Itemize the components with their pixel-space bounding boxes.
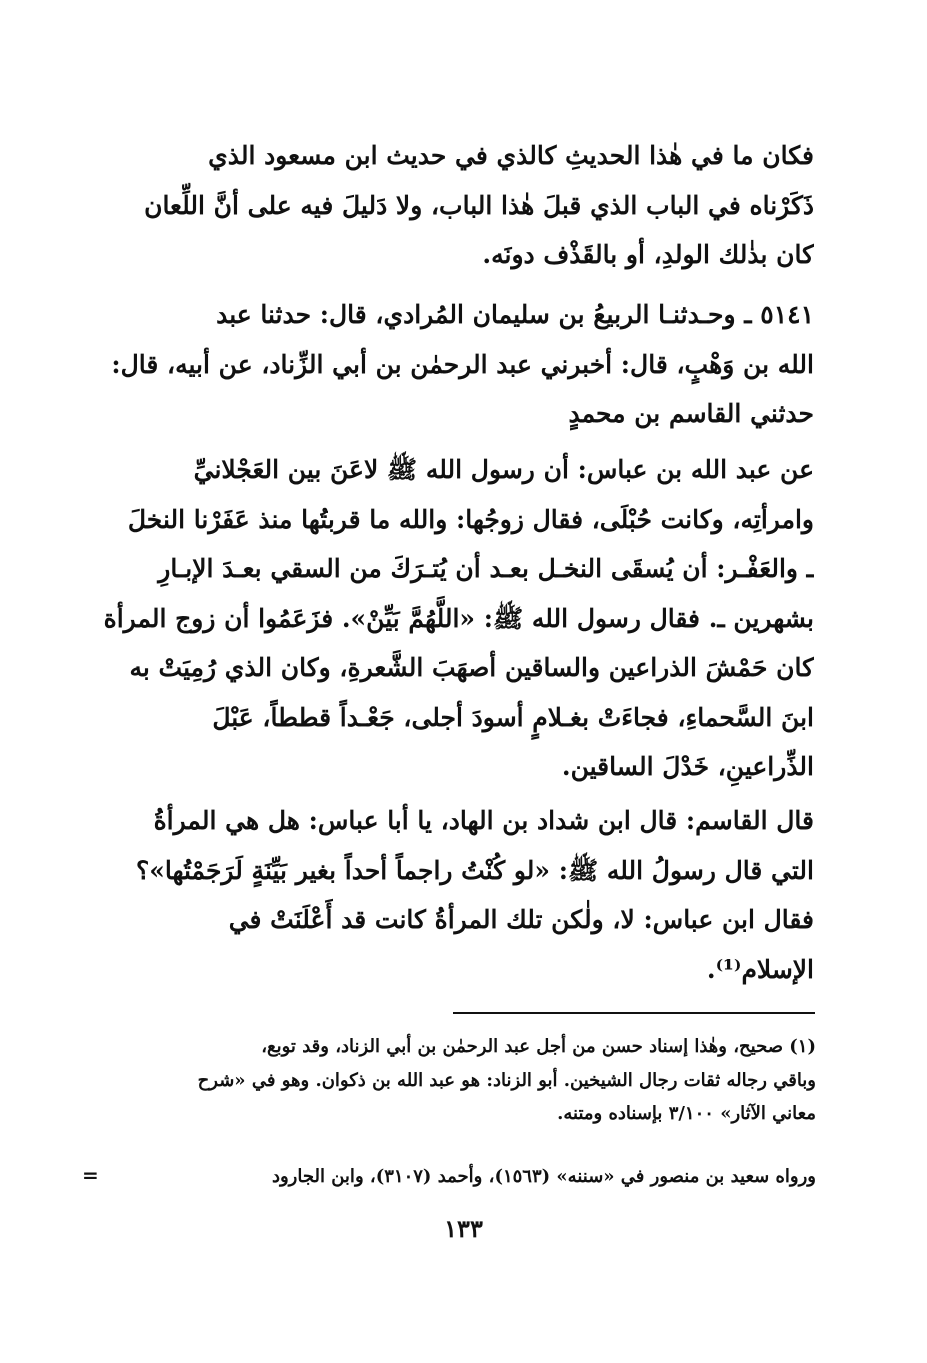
paragraph-hadith-matn <box>104 445 814 792</box>
text-line: وامرأتِه، وكانت حُبْلَى، فقال زوجُها: والله ما قربتُها منذ عَفَرْنا النخلَ <box>127 504 814 534</box>
text-line: ـ والعَفْـر: أن يُسقَى النخـل بعـد أن يُتـرَكَ من السقي بعـدَ الإبـارِ <box>158 554 814 583</box>
paragraph-al-qasim <box>104 796 814 994</box>
text-line: ٥١٤١ ـ وحـدثنـا الربيعُ بن سليمان المُرادي، قال: حدثنا عبد <box>216 300 814 329</box>
text-line: الله بن وَهْبٍ، قال: أخبرني عبد الرحمٰن بن أبي الزِّناد، عن أبيه، قال: <box>111 349 814 379</box>
text-line: فقال ابن عباس: لا، ولٰكن تلك المرأةُ كانت قد أَعْلَنَتْ في <box>228 905 814 934</box>
text-line: الإسلام⁽¹⁾. <box>706 954 814 984</box>
footnote-line: (١) صحيح، وهٰذا إسناد حسن من أجل عبد الرحمٰن بن أبي الزناد، وقد توبع، <box>261 1036 816 1057</box>
text-line: كان بذٰلك الولدِ، أو بالقَذْف دونَه. <box>482 240 814 269</box>
text-line: بشهرين ـ. فقال رسول الله ﷺ: «اللَّهُمَّ بَيِّنْ». فزَعَمُوا أن زوج المرأة <box>104 603 814 633</box>
text-line: حدثني القاسم بن محمدٍ <box>568 399 814 428</box>
continuation-mark: = <box>82 1163 99 1187</box>
text-line: التي قال رسولُ الله ﷺ: «لو كُنْتُ راجماً أحداً بغير بَيِّنَةٍ لَرَجَمْتُها»؟ <box>135 855 814 885</box>
footnote-line: ورواه سعيد بن منصور في «سننه» (١٥٦٣)، وأحمد (٣١٠٧)، وابن الجارود <box>271 1166 816 1187</box>
footnote-continued <box>104 1160 816 1194</box>
footnote-divider <box>453 1012 815 1014</box>
text-line: الذِّراعينِ، خَدْلَ الساقين. <box>561 752 814 781</box>
text-line: عن عبد الله بن عباس: أن رسول الله ﷺ لاعَنَ بين العَجْلانيِّ <box>193 455 814 484</box>
paragraph-1 <box>104 131 814 280</box>
text-line: كان حَمْشَ الذراعين والساقين أصهَبَ الشَّعرةِ، وكان الذي رُمِيَتْ به <box>129 653 814 682</box>
text-line: قال القاسم: قال ابن شداد بن الهاد، يا أبا عباس: هل هي المرأةُ <box>153 806 814 835</box>
text-line: ذَكَرْناه في الباب الذي قبلَ هٰذا الباب، ولا دَليلَ فيه على أنَّ اللِّعان <box>144 190 814 220</box>
footnote-line: وباقي رجاله ثقات رجال الشيخين. أبو الزناد: هو عبد الله بن ذكوان. وهو في «شرح <box>197 1069 816 1091</box>
text-line: ابنَ السَّحماءِ، فجاءَتْ بغـلامٍ أسودَ أجلى، جَعْـداً قططاً، عَبْلَ <box>212 702 814 732</box>
footnote-line: معاني الآثار» ٣/١٠٠ بإسناده ومتنه. <box>557 1103 816 1124</box>
text-line: فكان ما في هٰذا الحديثِ كالذي في حديث ابن مسعود الذي <box>208 141 814 170</box>
footnote-1 <box>104 1030 816 1131</box>
page-number: ١٣٣ <box>444 1214 483 1243</box>
paragraph-hadith-5141-isnad <box>104 290 814 439</box>
